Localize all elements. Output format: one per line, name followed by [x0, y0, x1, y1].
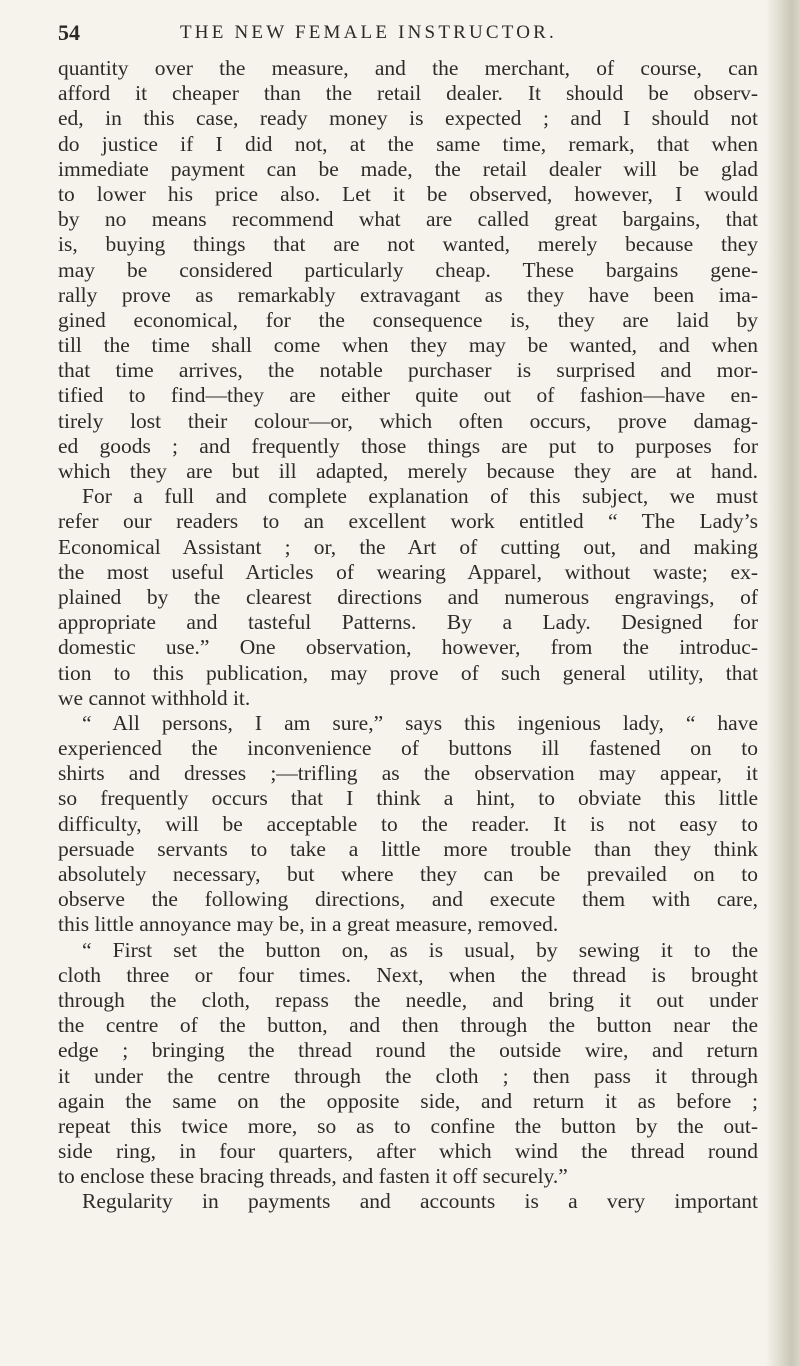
- text-line: to enclose these bracing threads, and fasten it off securely.”: [58, 1164, 568, 1189]
- text-line: the centre of the button, and then through the button near the: [58, 1013, 758, 1038]
- text-line: ed, in this case, ready money is expected ; and I should not: [58, 106, 758, 131]
- text-line: rally prove as remarkably extravagant as they have been ima-: [58, 282, 758, 307]
- text-line: shirts and dresses ;—trifling as the observation may appear, it: [58, 761, 758, 786]
- text-line: observe the following directions, and execute them with care,: [58, 887, 758, 912]
- text-line: side ring, in four quarters, after which wind the thread round: [58, 1139, 758, 1164]
- text-line: afford it cheaper than the retail dealer. It should be observ-: [58, 81, 758, 106]
- text-line: experienced the inconvenience of buttons ill fastened on to: [58, 736, 758, 761]
- text-line: cloth three or four times. Next, when the thread is brought: [58, 962, 758, 987]
- text-line: is, buying things that are not wanted, merely because they: [58, 232, 758, 257]
- text-line: that time arrives, the notable purchaser is surprised and mor-: [58, 358, 758, 383]
- text-line: appropriate and tasteful Patterns. By a Lady. Designed for: [58, 610, 758, 635]
- text-line: persuade servants to take a little more trouble than they think: [58, 836, 758, 861]
- text-line: refer our readers to an excellent work entitled “ The Lady’s: [58, 509, 758, 534]
- text-line: do justice if I did not, at the same time, remark, that when: [58, 131, 758, 156]
- running-head: THE NEW FEMALE INSTRUCTOR.: [180, 22, 557, 43]
- text-line: gined economical, for the consequence is, they are laid by: [58, 307, 758, 332]
- text-line: domestic use.” One observation, however, from the introduc-: [58, 635, 758, 660]
- text-line: the most useful Articles of wearing Apparel, without waste; ex-: [58, 559, 758, 584]
- text-line: “ First set the button on, as is usual, by sewing it to the: [82, 937, 758, 962]
- text-line: which they are but ill adapted, merely because they are at hand.: [58, 459, 758, 483]
- page-edge-shadow: [766, 0, 800, 1366]
- text-line: Regularity in payments and accounts is a very important: [82, 1189, 758, 1214]
- text-line: For a full and complete explanation of this subject, we must: [82, 484, 758, 509]
- body-text: [58, 56, 758, 1215]
- text-line: through the cloth, repass the needle, and bring it out under: [58, 987, 758, 1012]
- text-line: it under the centre through the cloth ; then pass it through: [58, 1063, 758, 1088]
- text-line: difficulty, will be acceptable to the reader. It is not easy to: [58, 811, 758, 836]
- text-line: tirely lost their colour—or, which often occurs, prove damag-: [58, 408, 758, 433]
- page-number: 54: [58, 20, 80, 45]
- text-line: again the same on the opposite side, and return it as before ;: [58, 1088, 758, 1113]
- text-line: we cannot withhold it.: [58, 685, 251, 710]
- text-line: Economical Assistant ; or, the Art of cutting out, and making: [58, 534, 758, 559]
- text-line: so frequently occurs that I think a hint, to obviate this little: [58, 786, 758, 811]
- text-line: may be considered particularly cheap. These bargains gene-: [58, 257, 758, 282]
- text-line: edge ; bringing the thread round the outside wire, and return: [58, 1038, 758, 1063]
- text-line: plained by the clearest directions and numerous engravings, of: [58, 584, 758, 609]
- text-line: “ All persons, I am sure,” says this ingenious lady, “ have: [82, 710, 758, 735]
- text-line: absolutely necessary, but where they can be prevailed on to: [58, 862, 758, 886]
- text-line: tion to this publication, may prove of such general utility, that: [58, 660, 758, 685]
- text-line: quantity over the measure, and the merchant, of course, can: [58, 56, 758, 80]
- text-line: to lower his price also. Let it be observed, however, I would: [58, 181, 758, 206]
- text-line: by no means recommend what are called great bargains, that: [58, 207, 758, 232]
- text-line: this little annoyance may be, in a great measure, removed.: [58, 912, 559, 937]
- page-header: [58, 20, 758, 50]
- text-line: immediate payment can be made, the retail dealer will be glad: [58, 156, 758, 181]
- text-line: repeat this twice more, so as to confine the button by the out-: [58, 1113, 758, 1138]
- text-line: ed goods ; and frequently those things are put to purposes for: [58, 433, 758, 458]
- text-line: till the time shall come when they may be wanted, and when: [58, 333, 758, 358]
- text-line: tified to find—they are either quite out of fashion—have en-: [58, 383, 758, 408]
